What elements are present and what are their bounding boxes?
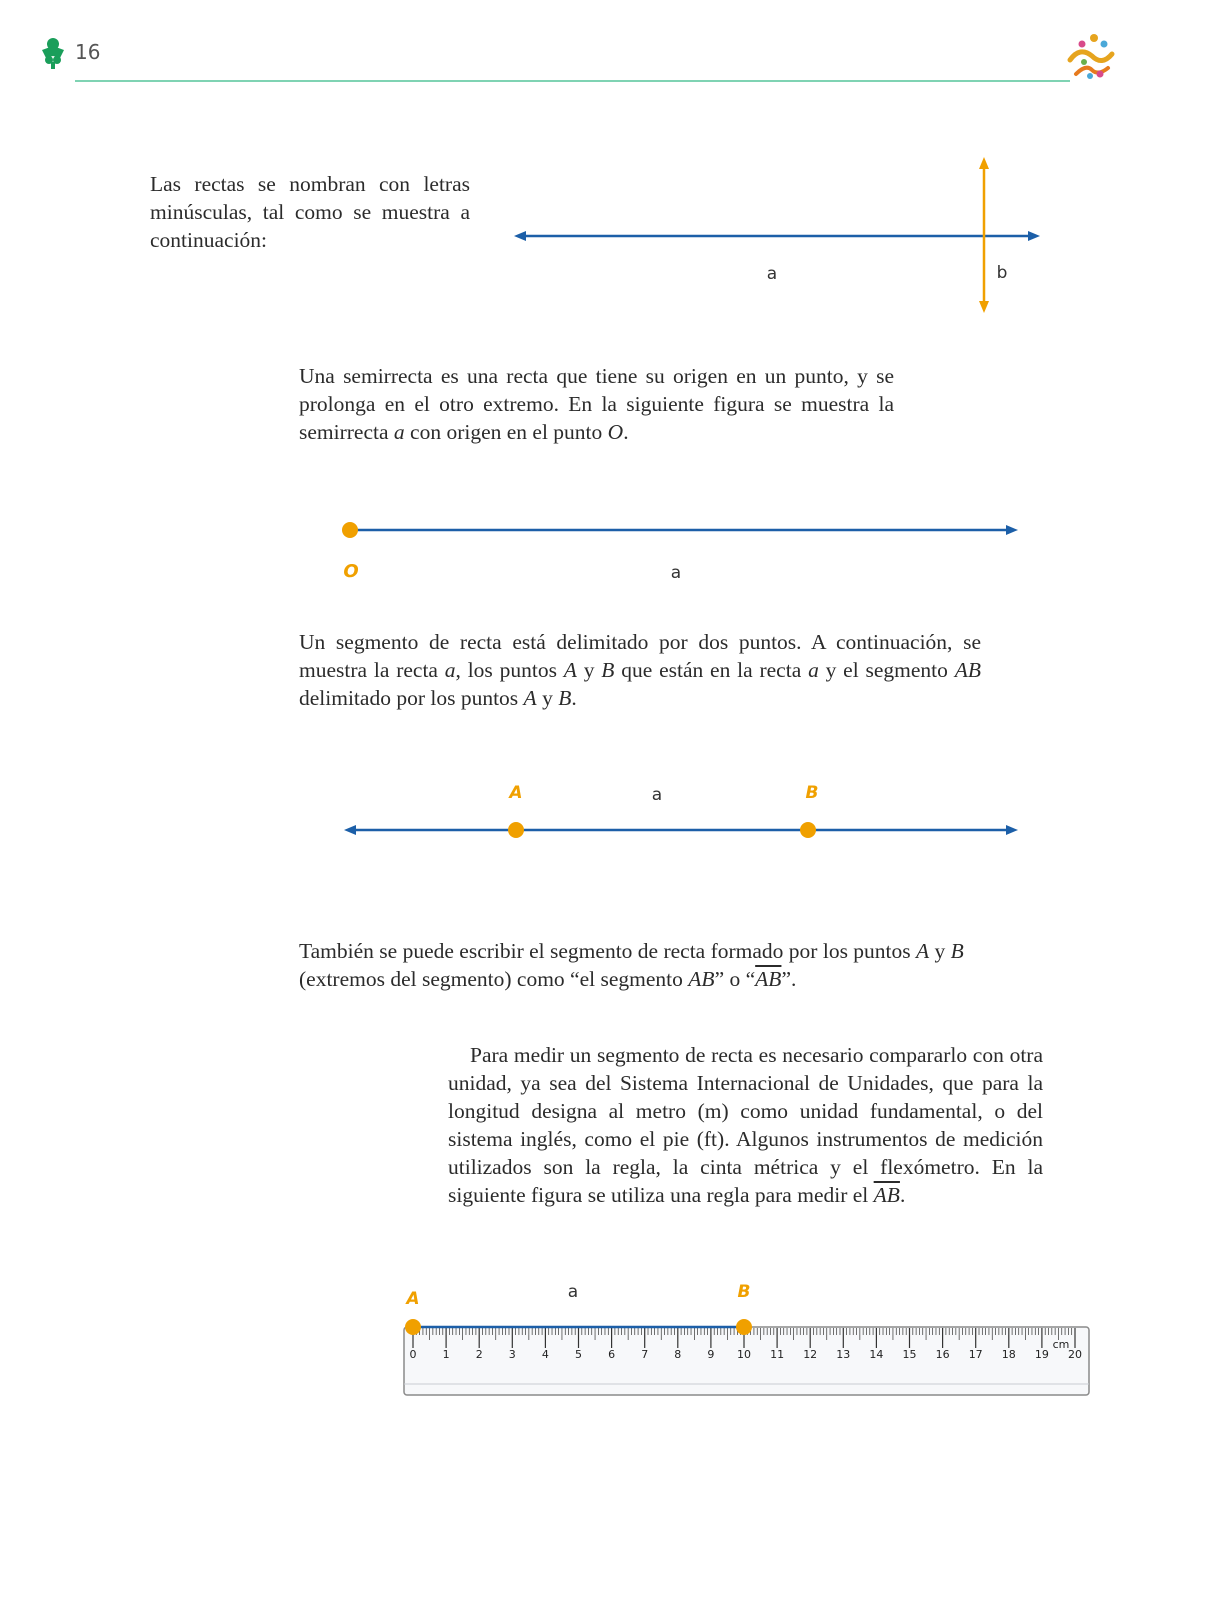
notation-var: A [916,939,930,963]
notation-text-part: y [929,939,951,963]
ruler-tick-label: 17 [968,1348,983,1361]
point-a [405,1319,421,1335]
notation-var: AB [688,967,715,991]
ruler-tick-label: 19 [1034,1348,1049,1361]
ruler-tick-label: 10 [737,1348,751,1361]
segment-overline-ab: $\overline{AB}$ [873,1183,900,1207]
ruler-tick-label: 0 [409,1348,417,1361]
notation-text-part: ”. [781,967,797,991]
ruler-tick-label: 14 [869,1348,884,1361]
point-b [736,1319,752,1335]
segment-var: B [558,686,572,710]
ruler-tick-labels [410,1348,1083,1361]
line-b-bottom-arrowhead [979,301,989,313]
segment-var: A [523,686,537,710]
page-number: 16 [75,40,101,64]
notation-text-part: ” o “ [714,967,756,991]
ruler-tick-label: 12 [803,1348,818,1361]
ray-text-part: con origen en el punto [404,420,608,444]
segment-text-part: . [571,686,577,710]
line-b-label: b [996,263,1008,283]
ray-label: a [670,563,682,583]
segment-text-part: delimitado por los puntos [299,686,524,710]
ruler-figure [395,1270,1105,1410]
line-a-label: a [651,785,663,805]
ruler-tick-label: 6 [608,1348,616,1361]
point-a-label: A [509,783,523,803]
line-right-arrowhead [1006,825,1018,835]
ray-definition-text [299,362,894,446]
line-left-arrowhead [344,825,356,835]
measurement-text-part: Para medir un segmento de recta es necesario compararlo con otra unidad, ya sea del Sistema Internacional de Unidades, que para la longitud designa al metro (m) como unidad fundamental, o del sistema inglés, como el pie (ft). Algunos instrumentos de medición utilizados son la regla, la cinta métrica y el flexómetro. En la siguiente figura se utiliza una regla para medir el [448,1043,1043,1207]
line-a-label: a [766,264,778,284]
ruler-tick-label: 7 [641,1348,649,1361]
ruler-tick-label: 15 [902,1348,917,1361]
point-b-label: B [805,783,819,803]
point-a-label: A [406,1289,420,1309]
ruler-tick-label: 9 [707,1348,715,1361]
point-b [800,822,816,838]
point-a [508,822,524,838]
ruler-tick-label: 2 [475,1348,483,1361]
line-a-right-arrowhead [1028,231,1040,241]
ruler-body [404,1327,1089,1395]
segment-var: AB [954,658,981,682]
segment-var: A [563,658,577,682]
segment-text-part: Un segmento de recta está delimitado por dos puntos. A continuación, se muestra la recta [299,630,981,682]
ruler-tick-label: 11 [770,1348,785,1361]
ray-text-part: Una semirrecta es una recta que tiene su origen en un punto, y se prolonga en el otro extremo. En la siguiente figura se muestra la semirrecta [299,364,894,444]
notation-var: B [950,939,964,963]
segment-ab-figure [330,770,1030,860]
ruler-tick-label: 3 [508,1348,516,1361]
segment-notation-text [299,937,989,993]
segment-text-part: y [536,686,559,710]
segment-a-label: a [567,1282,579,1302]
header-rule [75,80,1070,82]
ray-figure [330,505,1030,590]
segment-text-part: y [576,658,602,682]
segment-var: B [601,658,615,682]
ruler-tick-label: 13 [836,1348,851,1361]
line-a-left-arrowhead [514,231,526,241]
segment-text-part: y el segmento [818,658,955,682]
origin-label: O [343,561,359,582]
ruler-tick-label: 5 [575,1348,582,1361]
ray-var-a: a [393,420,405,444]
ruler-tick-label: 20 [1068,1348,1082,1361]
origin-point-o [342,522,358,538]
line-b-top-arrowhead [979,157,989,169]
point-b-label: B [737,1282,751,1302]
segment-definition-text [299,628,981,712]
lines-naming-text: Las rectas se nombran con letras minúsculas, tal como se muestra a continuación: [150,172,470,252]
segment-text-part: , los puntos [455,658,564,682]
notation-text-part: (extremos del segmento) como “el segmento [299,967,689,991]
ruler-unit-label: cm [1052,1338,1070,1351]
segment-var: a [444,658,456,682]
ray-var-o: O [607,420,624,444]
ruler-tick-label: 1 [442,1348,450,1361]
segment-overline-ab: $\overline{AB}$ [755,967,782,991]
measurement-text [448,1041,1043,1209]
ruler-tick-label: 16 [935,1348,950,1361]
publisher-logo-icon [1062,30,1120,84]
ray-arrowhead [1006,525,1018,535]
notation-text-part: También se puede escribir el segmento de recta formado por los puntos [299,939,917,963]
ray-text-part: . [623,420,629,444]
ruler-tick-label: 18 [1001,1348,1016,1361]
lines-a-b-figure [500,150,1060,320]
ruler-tick-label: 8 [674,1348,682,1361]
school-logo-icon [40,36,66,70]
segment-var: a [808,658,819,682]
ruler-tick-label: 4 [541,1348,549,1361]
measurement-text-part: . [899,1183,906,1207]
segment-text-part: que están en la recta [614,658,809,682]
